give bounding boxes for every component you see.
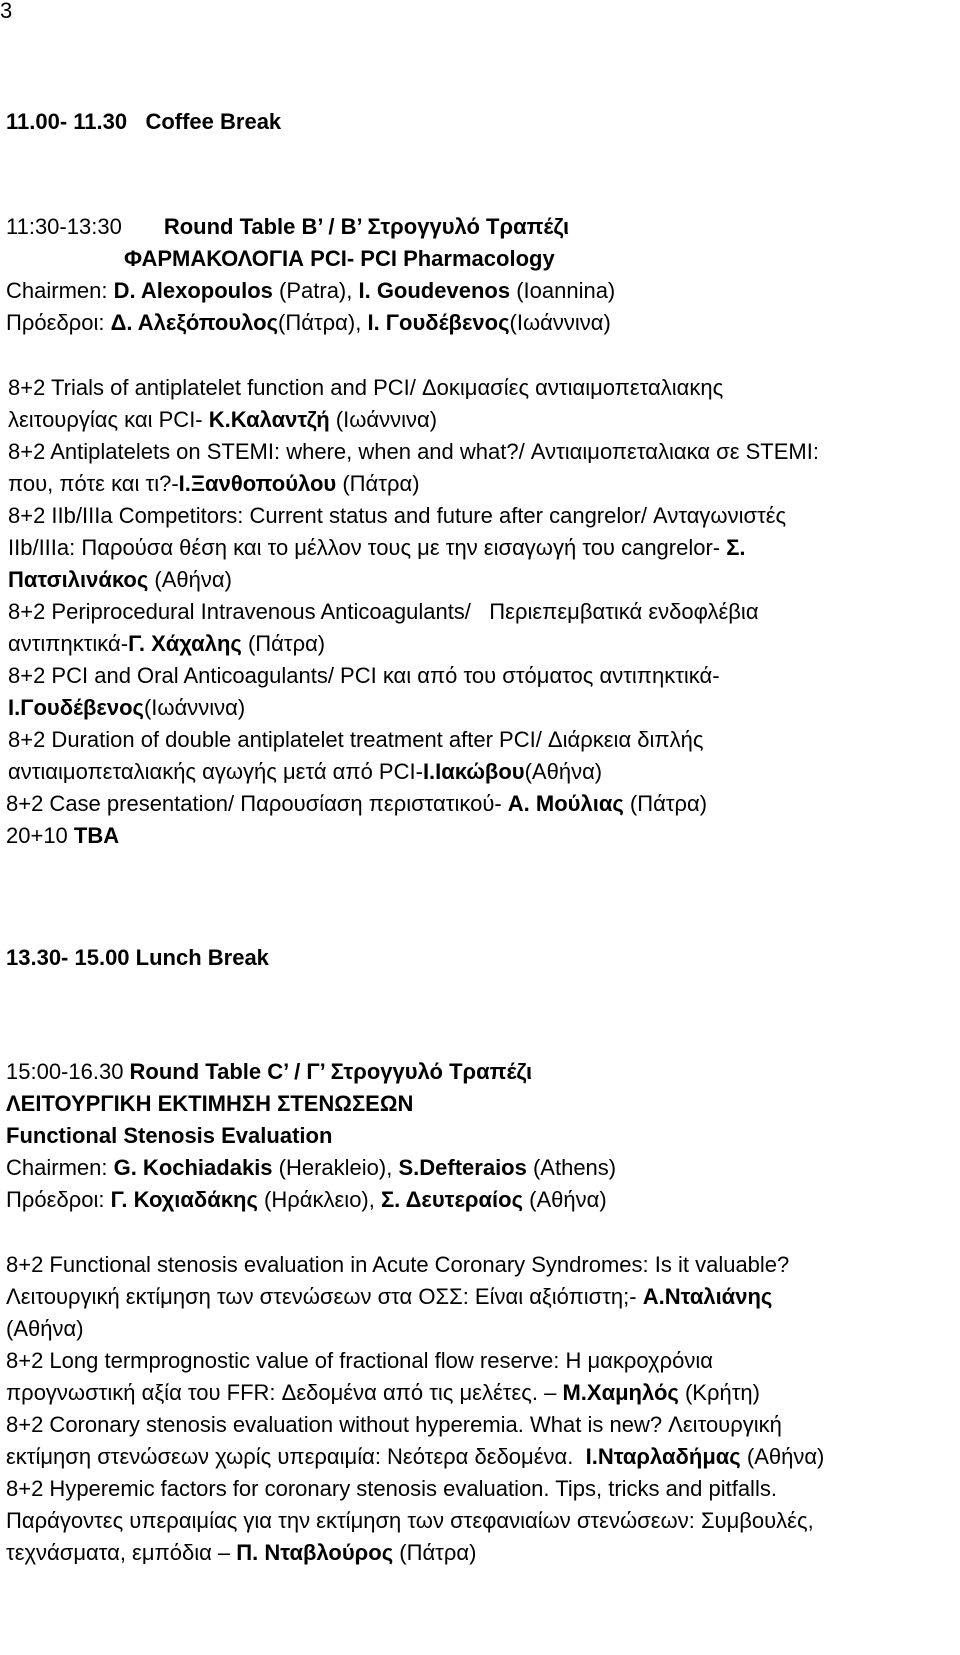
speaker: Μ.Χαμηλός [562,1380,679,1405]
speaker: Α. Μούλιας [507,791,624,816]
round-table-c-en-title: Functional Stenosis Evaluation [6,1123,333,1148]
round-table-c-heading [6,1057,532,1087]
speaker: Ι.Νταρλαδήμας [585,1444,741,1469]
talk-b7: 8+2 Case presentation/ Παρουσίαση περιστατικού- Α. Μούλιας (Πάτρα) [6,791,708,816]
round-table-c-title: Round Table C’ / Γ’ Στρογγυλό Τραπέζι [129,1059,533,1084]
speaker: Π. Νταβλούρος [236,1540,394,1565]
round-table-b-chairmen-en: Chairmen: D. Alexopoulos (Patra), I. Goudevenos (Ioannina) [6,278,616,303]
talk-b8: 20+10 TBA [6,823,120,848]
speaker: Α.Νταλιάνης [642,1284,773,1309]
round-table-b-heading [6,212,569,242]
round-table-c-time: 15:00-16.30 [6,1059,130,1084]
speaker: Ι.Ιακώβου [422,759,525,784]
round-table-c-gr-title: ΛΕΙΤΟΥΡΓΙΚΗ ΕΚΤΙΜΗΣΗ ΣΤΕΝΩΣΕΩΝ [6,1091,414,1116]
speaker: Γ. Χάχαλης [128,631,242,656]
speaker: Πατσιλινάκος [8,567,149,592]
coffee-break-heading: 11.00- 11.30 Coffee Break [6,109,282,134]
speaker: Κ.Καλαντζή [208,407,330,432]
page-number: 3 [0,0,13,23]
speaker: Σ. [726,535,746,560]
round-table-b-time: 11:30-13:30 [6,214,122,239]
round-table-b-title: Round Table B’ / Β’ Στρογγυλό Τραπέζι [163,214,570,239]
round-table-c-chairmen-en: Chairmen: G. Kochiadakis (Herakleio), S.Defteraios (Athens) [6,1155,617,1180]
lunch-break-heading: 13.30- 15.00 Lunch Break [6,945,269,970]
round-table-c-chairmen-gr: Πρόεδροι: Γ. Κοχιαδάκης (Ηράκλειο), Σ. Δευτεραίος (Αθήνα) [6,1187,607,1212]
speaker: Ι.Ξανθοπούλου [178,471,337,496]
round-table-b-chairmen-gr: Πρόεδροι: Δ. Αλεξόπουλος(Πάτρα), Ι. Γουδέβενος(Ιωάννινα) [6,310,611,335]
round-table-b-subtitle: ΦΑΡΜΑΚΟΛΟΓΙΑ PCI- PCI Pharmacology [124,246,555,271]
speaker: Ι.Γουδέβενος [8,695,144,720]
